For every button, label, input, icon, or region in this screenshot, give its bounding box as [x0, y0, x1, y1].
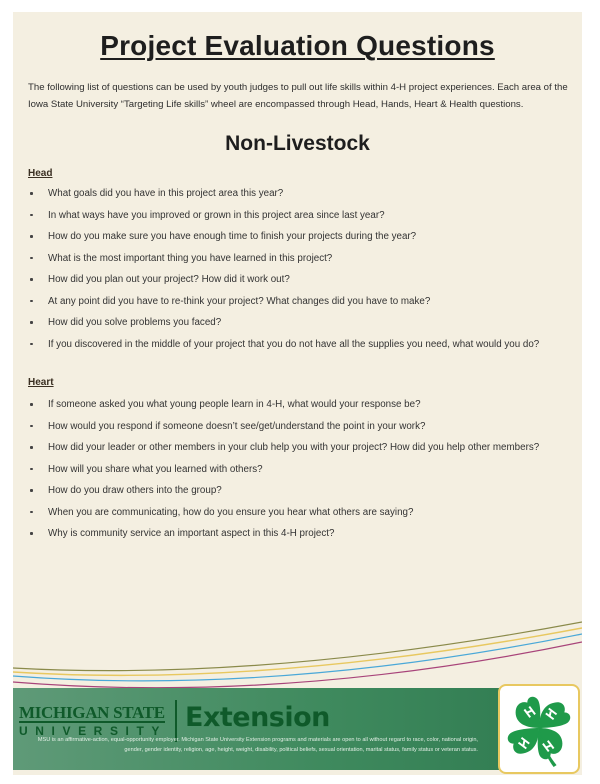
section-label-head: Head — [28, 168, 53, 179]
list-item: How did you plan out your project? How did it work out? — [28, 271, 573, 288]
list-item: At any point did you have to re-think your project? What changes did you have to make? — [28, 293, 573, 310]
list-item: What is the most important thing you have learned in this project? — [28, 250, 573, 267]
list-item: How do you draw others into the group? — [28, 482, 573, 499]
msu-logo — [19, 704, 167, 739]
list-item: If someone asked you what young people learn in 4-H, what would your response be? — [28, 396, 573, 413]
equal-opportunity-disclaimer: MSU is an affirmative-action, equal-opportunity employer. Michigan State University Extension programs and materials are open to all without regard to race, color, national origin, gender, gender identity, religion, age, height, weight, disability, political beliefs, sexual orientation, marital status, family status or veteran status. — [37, 737, 478, 753]
page-title: Project Evaluation Questions — [100, 30, 495, 61]
list-item: How will you share what you learned with others? — [28, 461, 573, 478]
list-item: When you are communicating, how do you ensure you hear what others are saying? — [28, 504, 573, 521]
list-item: How did your leader or other members in your club help you with your project? How did you help other members? — [28, 439, 573, 456]
list-item: How did you solve problems you faced? — [28, 314, 573, 331]
footer-band — [13, 688, 572, 770]
extension-wordmark: Extension — [185, 702, 330, 733]
list-item: What goals did you have in this project area this year? — [28, 185, 573, 202]
heart-question-list — [28, 396, 573, 547]
list-item: How would you respond if someone doesn’t see/get/understand the point in your work? — [28, 418, 573, 435]
head-question-list — [28, 185, 573, 357]
msu-wordmark-line1: MICHIGAN STATE — [19, 703, 165, 722]
list-item: How do you make sure you have enough time to finish your projects during the year? — [28, 228, 573, 245]
section-label-heart: Heart — [28, 377, 54, 388]
4h-logo-box — [498, 684, 580, 774]
list-item: Why is community service an important aspect in this 4-H project? — [28, 525, 573, 542]
msu-wordmark-line2: UNIVERSITY — [19, 724, 168, 738]
list-item: If you discovered in the middle of your project that you do not have all the supplies you need, what would you do? — [28, 336, 573, 353]
4-h-clover-icon — [500, 686, 578, 772]
document-page — [13, 12, 582, 775]
list-item: In what ways have you improved or grown in this project area since last year? — [28, 207, 573, 224]
section-subtitle: Non-Livestock — [225, 132, 370, 155]
intro-paragraph: The following list of questions can be used by youth judges to pull out life skills within 4-H project experiences. Each area of the Iowa State University “Targeting Life skills” wheel are encompassed through Head, Hands, Heart & Health questions. — [28, 82, 568, 110]
